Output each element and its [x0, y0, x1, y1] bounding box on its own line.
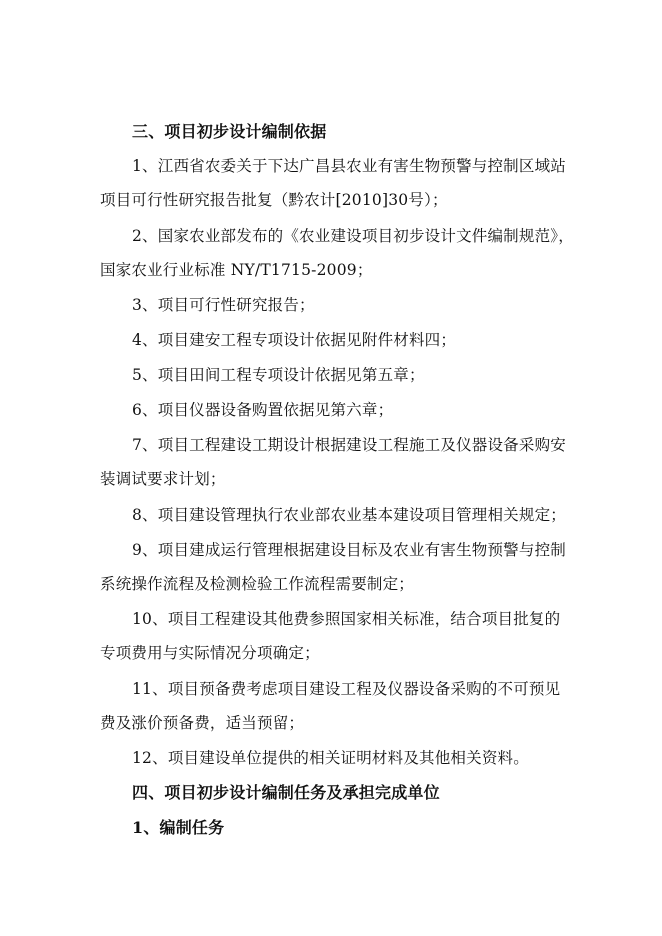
list-item-7-line2: 装调试要求计划；: [100, 470, 226, 488]
list-item-1-line1: 1、江西省农委关于下达广昌县农业有害生物预警与控制区域站: [132, 157, 566, 175]
list-item-11-line1: 11、项目预备费考虑项目建设工程及仪器设备采购的不可预见: [132, 680, 561, 698]
list-item-7-line1: 7、项目工程建设工期设计根据建设工程施工及仪器设备采购安: [132, 436, 566, 454]
list-item-6: 6、项目仪器设备购置依据见第六章；: [132, 401, 394, 419]
list-item-2-line2: 国家农业行业标准 NY/T1715-2009；: [100, 261, 373, 279]
list-item-2-line1: 2、国家农业部发布的《农业建设项目初步设计文件编制规范》，: [132, 227, 574, 245]
list-item-12: 12、项目建设单位提供的相关证明材料及其他相关资料。: [132, 749, 529, 767]
list-item-10-line2: 专项费用与实际情况分项确定；: [100, 644, 320, 662]
subsection-heading-1: 1、编制任务: [132, 818, 225, 837]
list-item-3: 3、项目可行性研究报告；: [132, 296, 315, 314]
section-heading-3: 三、项目初步设计编制依据: [132, 122, 327, 141]
list-item-9-line2: 系统操作流程及检测检验工作流程需要制定；: [100, 575, 415, 593]
list-item-8: 8、项目建设管理执行农业部农业基本建设项目管理相关规定；: [132, 506, 566, 524]
list-item-5: 5、项目田间工程专项设计依据见第五章；: [132, 366, 425, 384]
list-item-10-line1: 10、项目工程建设其他费参照国家相关标准，结合项目批复的: [132, 610, 561, 628]
list-item-9-line1: 9、项目建成运行管理根据建设目标及农业有害生物预警与控制: [132, 541, 566, 559]
section-heading-4: 四、项目初步设计编制任务及承担完成单位: [132, 783, 440, 802]
list-item-11-line2: 费及涨价预备费，适当预留；: [100, 714, 305, 732]
list-item-4: 4、项目建安工程专项设计依据见附件材料四；: [132, 331, 457, 349]
list-item-1-line2: 项目可行性研究报告批复（黔农计[2010]30号）；: [100, 191, 448, 209]
